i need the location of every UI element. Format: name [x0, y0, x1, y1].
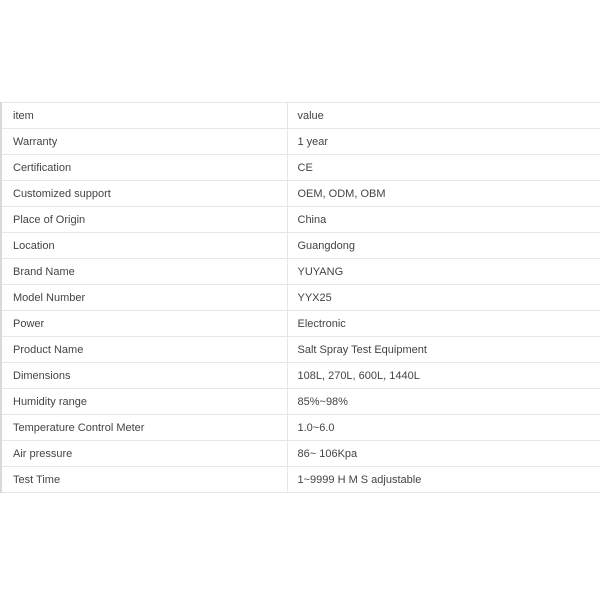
row-value-cell: 108L, 270L, 600L, 1440L: [287, 363, 600, 389]
table-header-row: [1, 103, 600, 129]
row-value-cell: 85%~98%: [287, 389, 600, 415]
row-value-cell: YUYANG: [287, 259, 600, 285]
table-row: [1, 311, 600, 337]
table-row: [1, 363, 600, 389]
row-key-cell: Location: [1, 233, 287, 259]
row-value-cell: YYX25: [287, 285, 600, 311]
row-key-cell: Warranty: [1, 129, 287, 155]
row-key-cell: Dimensions: [1, 363, 287, 389]
row-value-cell: Guangdong: [287, 233, 600, 259]
row-value-cell: Electronic: [287, 311, 600, 337]
row-value-cell: China: [287, 207, 600, 233]
table-row: [1, 389, 600, 415]
header-item-cell: item: [1, 103, 287, 129]
row-key-cell: Power: [1, 311, 287, 337]
row-key-cell: Product Name: [1, 337, 287, 363]
table-row: [1, 285, 600, 311]
table-row: [1, 415, 600, 441]
row-key-cell: Certification: [1, 155, 287, 181]
spec-table: [0, 102, 600, 493]
table-row: [1, 181, 600, 207]
table-row: [1, 259, 600, 285]
table-row: [1, 233, 600, 259]
row-key-cell: Customized support: [1, 181, 287, 207]
row-value-cell: 86~ 106Kpa: [287, 441, 600, 467]
table-row: [1, 129, 600, 155]
row-key-cell: Model Number: [1, 285, 287, 311]
table-row: [1, 337, 600, 363]
header-value-cell: value: [287, 103, 600, 129]
row-value-cell: 1 year: [287, 129, 600, 155]
row-value-cell: Salt Spray Test Equipment: [287, 337, 600, 363]
table-row: [1, 207, 600, 233]
row-value-cell: OEM, ODM, OBM: [287, 181, 600, 207]
table-row: [1, 467, 600, 493]
row-value-cell: CE: [287, 155, 600, 181]
row-value-cell: 1.0~6.0: [287, 415, 600, 441]
table-row: [1, 155, 600, 181]
row-value-cell: 1~9999 H M S adjustable: [287, 467, 600, 493]
row-key-cell: Brand Name: [1, 259, 287, 285]
row-key-cell: Humidity range: [1, 389, 287, 415]
row-key-cell: Place of Origin: [1, 207, 287, 233]
row-key-cell: Air pressure: [1, 441, 287, 467]
row-key-cell: Temperature Control Meter: [1, 415, 287, 441]
row-key-cell: Test Time: [1, 467, 287, 493]
table-row: [1, 441, 600, 467]
